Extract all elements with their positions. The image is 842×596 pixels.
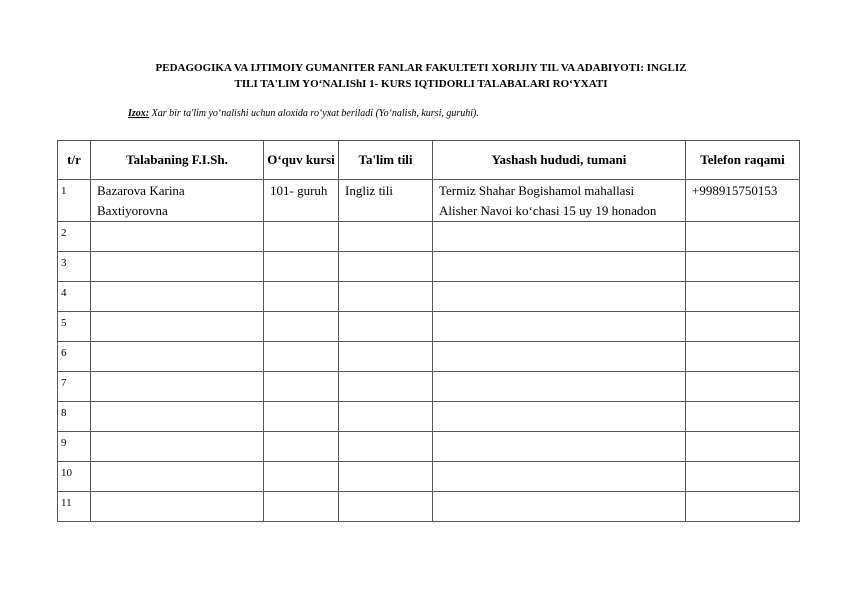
table-row — [58, 282, 800, 312]
empty-cell — [91, 222, 264, 252]
table-row — [58, 222, 800, 252]
table-row — [58, 180, 800, 222]
empty-cell — [91, 282, 264, 312]
student-address-line2: Alisher Navoi ko‘chasi 15 uy 19 honadon — [439, 203, 657, 218]
table-row — [58, 402, 800, 432]
table-row — [58, 372, 800, 402]
empty-cell — [686, 492, 800, 522]
empty-cell — [339, 312, 433, 342]
row-num: 6 — [58, 342, 91, 372]
empty-cell — [91, 372, 264, 402]
student-phone: +998915750153 — [686, 180, 800, 222]
header-address: Yashash hududi, tumani — [433, 141, 686, 180]
table-row — [58, 252, 800, 282]
student-name — [91, 180, 264, 222]
student-address — [433, 180, 686, 222]
empty-cell — [686, 462, 800, 492]
empty-cell — [91, 402, 264, 432]
note-label: Izox: — [128, 108, 150, 119]
empty-cell — [264, 252, 339, 282]
empty-cell — [91, 252, 264, 282]
empty-cell — [339, 462, 433, 492]
row-num: 1 — [58, 180, 91, 222]
empty-cell — [433, 282, 686, 312]
row-num: 4 — [58, 282, 91, 312]
empty-cell — [339, 432, 433, 462]
header-phone: Telefon raqami — [686, 141, 800, 180]
document-title — [0, 60, 842, 92]
students-table — [57, 140, 800, 522]
empty-cell — [339, 402, 433, 432]
empty-cell — [264, 372, 339, 402]
row-num: 5 — [58, 312, 91, 342]
empty-cell — [91, 492, 264, 522]
empty-cell — [433, 252, 686, 282]
header-course: O‘quv kursi — [264, 141, 339, 180]
empty-cell — [686, 312, 800, 342]
table-header-row — [58, 141, 800, 180]
note — [128, 108, 479, 119]
row-num: 2 — [58, 222, 91, 252]
student-name-line2: Baxtiyorovna — [97, 203, 168, 218]
empty-cell — [686, 372, 800, 402]
empty-cell — [264, 432, 339, 462]
note-text: Xar bir ta'lim yo‘nalishi uchun aloxida ro‘yxat beriladi (Yo‘nalish, kursi, guruhi). — [149, 108, 479, 119]
table-row — [58, 432, 800, 462]
empty-cell — [433, 492, 686, 522]
row-num: 8 — [58, 402, 91, 432]
empty-cell — [264, 492, 339, 522]
empty-cell — [433, 372, 686, 402]
empty-cell — [433, 432, 686, 462]
header-num: t/r — [58, 141, 91, 180]
empty-cell — [433, 462, 686, 492]
empty-cell — [686, 252, 800, 282]
empty-cell — [264, 282, 339, 312]
student-language: Ingliz tili — [339, 180, 433, 222]
row-num: 11 — [58, 492, 91, 522]
table-row — [58, 342, 800, 372]
header-language: Ta'lim tili — [339, 141, 433, 180]
empty-cell — [91, 342, 264, 372]
empty-cell — [264, 402, 339, 432]
empty-cell — [686, 432, 800, 462]
row-num: 9 — [58, 432, 91, 462]
title-line-2: TILI TA'LIM YO‘NALIShI 1- KURS IQTIDORLI TALABALARI RO‘YXATI — [234, 78, 608, 90]
row-num: 10 — [58, 462, 91, 492]
row-num: 7 — [58, 372, 91, 402]
student-address-line1: Termiz Shahar Bogishamol mahallasi — [439, 183, 635, 198]
empty-cell — [686, 342, 800, 372]
empty-cell — [686, 282, 800, 312]
row-num: 3 — [58, 252, 91, 282]
empty-cell — [264, 462, 339, 492]
table-row — [58, 312, 800, 342]
empty-cell — [339, 282, 433, 312]
table-row — [58, 462, 800, 492]
empty-cell — [264, 222, 339, 252]
empty-cell — [264, 342, 339, 372]
empty-cell — [433, 222, 686, 252]
empty-cell — [433, 342, 686, 372]
empty-cell — [433, 402, 686, 432]
empty-cell — [339, 372, 433, 402]
empty-cell — [339, 342, 433, 372]
student-course: 101- guruh — [264, 180, 339, 222]
empty-cell — [91, 312, 264, 342]
empty-cell — [91, 432, 264, 462]
empty-cell — [686, 222, 800, 252]
empty-cell — [433, 312, 686, 342]
header-name: Talabaning F.I.Sh. — [91, 141, 264, 180]
table-row — [58, 492, 800, 522]
student-name-line1: Bazarova Karina — [97, 183, 185, 198]
empty-cell — [264, 312, 339, 342]
empty-cell — [339, 492, 433, 522]
empty-cell — [339, 222, 433, 252]
empty-cell — [339, 252, 433, 282]
empty-cell — [91, 462, 264, 492]
title-line-1: PEDAGOGIKA VA IJTIMOIY GUMANITER FANLAR FAKULTETI XORIJIY TIL VA ADABIYOTI: INGLIZ — [155, 62, 687, 74]
empty-cell — [686, 402, 800, 432]
